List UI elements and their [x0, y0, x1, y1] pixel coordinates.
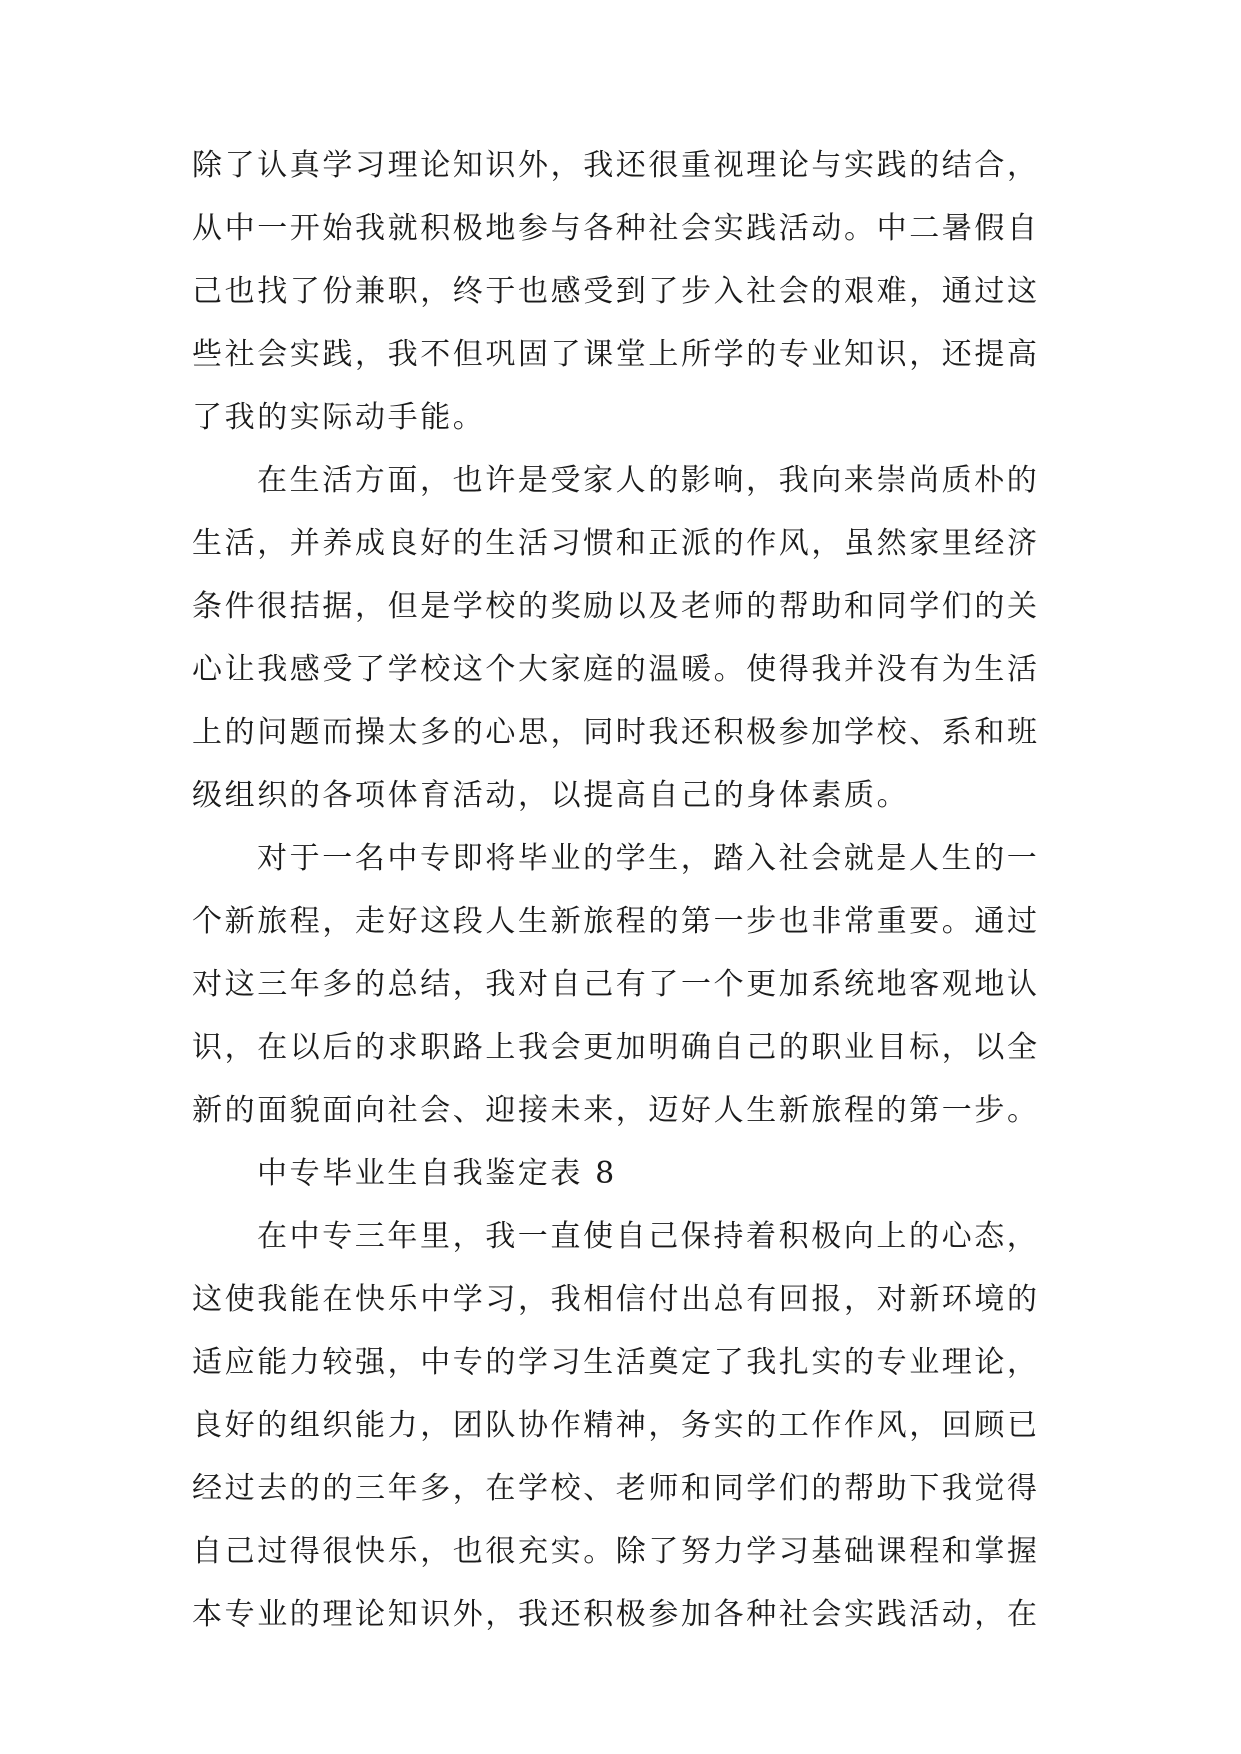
text-line: 上的问题而操太多的心思，同时我还积极参加学校、系和班	[192, 715, 1040, 750]
text-line: 些社会实践，我不但巩固了课堂上所学的专业知识，还提高	[192, 337, 1040, 372]
text-line: 从中一开始我就积极地参与各种社会实践活动。中二暑假自	[192, 211, 1040, 246]
text-line: 级组织的各项体育活动，以提高自己的身体素质。	[192, 778, 910, 813]
paragraph-start-line: 在中专三年里，我一直使自己保持着积极向上的心态，	[257, 1219, 1040, 1254]
text-line: 己也找了份兼职，终于也感受到了步入社会的艰难，通过这	[192, 274, 1040, 309]
text-line: 识，在以后的求职路上我会更加明确自己的职业目标，以全	[192, 1030, 1040, 1065]
section-heading: 中专毕业生自我鉴定表 8	[257, 1156, 617, 1191]
text-line: 新的面貌面向社会、迎接未来，迈好人生新旅程的第一步。	[192, 1093, 1040, 1128]
text-line: 良好的组织能力，团队协作精神，务实的工作作风，回顾已	[192, 1408, 1040, 1443]
text-line: 经过去的的三年多，在学校、老师和同学们的帮助下我觉得	[192, 1471, 1040, 1506]
text-line: 个新旅程，走好这段人生新旅程的第一步也非常重要。通过	[192, 904, 1040, 939]
text-line: 对这三年多的总结，我对自己有了一个更加系统地客观地认	[192, 967, 1040, 1002]
text-line: 了我的实际动手能。	[192, 400, 486, 435]
text-line: 本专业的理论知识外，我还积极参加各种社会实践活动，在	[192, 1597, 1040, 1632]
text-line: 除了认真学习理论知识外，我还很重视理论与实践的结合，	[192, 148, 1040, 183]
text-line: 条件很拮据，但是学校的奖励以及老师的帮助和同学们的关	[192, 589, 1040, 624]
text-line: 自己过得很快乐，也很充实。除了努力学习基础课程和掌握	[192, 1534, 1040, 1569]
text-line: 适应能力较强，中专的学习生活奠定了我扎实的专业理论，	[192, 1345, 1040, 1380]
paragraph-start-line: 对于一名中专即将毕业的学生，踏入社会就是人生的一	[257, 841, 1040, 876]
text-line: 生活，并养成良好的生活习惯和正派的作风，虽然家里经济	[192, 526, 1040, 561]
document-body	[192, 134, 1062, 1646]
text-line: 心让我感受了学校这个大家庭的温暖。使得我并没有为生活	[192, 652, 1040, 687]
paragraph-start-line: 在生活方面，也许是受家人的影响，我向来崇尚质朴的	[257, 463, 1040, 498]
text-line: 这使我能在快乐中学习，我相信付出总有回报，对新环境的	[192, 1282, 1040, 1317]
